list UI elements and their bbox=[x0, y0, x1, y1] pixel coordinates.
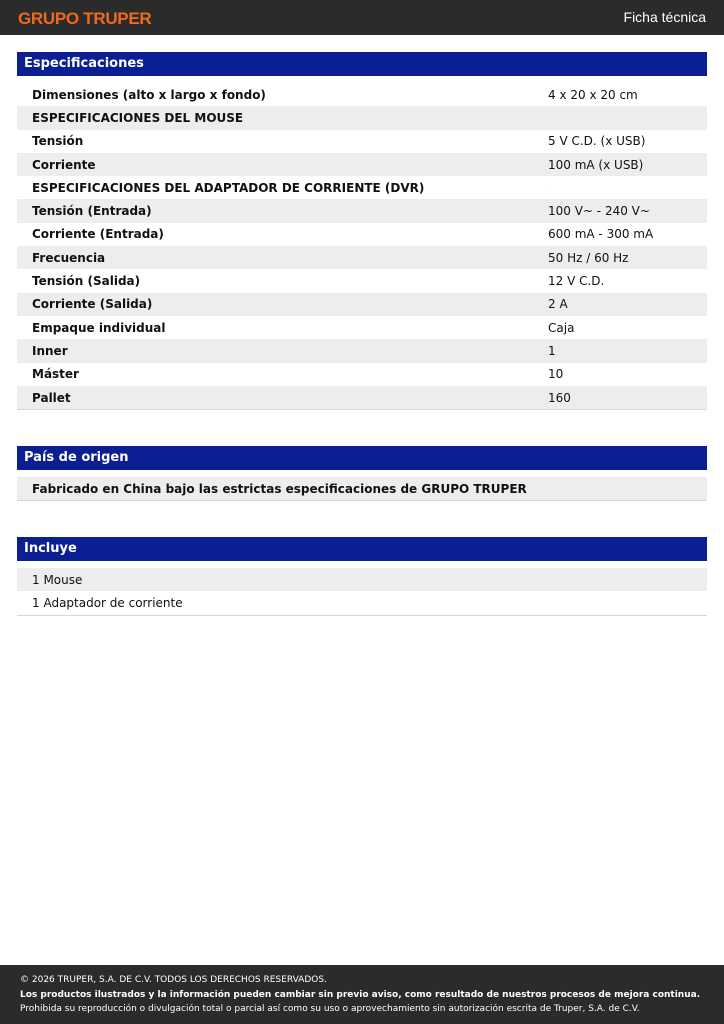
top-bar bbox=[0, 0, 724, 35]
specifications-section bbox=[17, 52, 707, 410]
truper-logo: GRUPO TRUPER bbox=[18, 9, 152, 28]
spec-value: Caja bbox=[548, 320, 575, 335]
spec-value: 50 Hz / 60 Hz bbox=[548, 250, 629, 265]
include-item: 1 Adaptador de corriente bbox=[32, 595, 183, 610]
origin-row bbox=[17, 477, 707, 500]
footer-prohibition: Prohibida su reproducción o divulgación total o parcial así como su uso o aprovechamiento sin autorización escrita de Truper, S.A. de C.V. bbox=[20, 1004, 640, 1014]
spec-label: Máster bbox=[32, 367, 79, 382]
spec-label: Inner bbox=[32, 343, 68, 358]
spec-row bbox=[17, 386, 707, 409]
spec-label: Frecuencia bbox=[32, 250, 106, 265]
spec-label: Tensión (Entrada) bbox=[32, 204, 152, 219]
spec-label: Pallet bbox=[32, 390, 71, 405]
spec-row bbox=[17, 130, 707, 153]
footer-notice: Los productos ilustrados y la información pueden cambiar sin previo aviso, como resultado de nuestros procesos de mejora continua. bbox=[20, 990, 701, 1000]
spec-row bbox=[17, 246, 707, 269]
origin-header: País de origen bbox=[17, 446, 707, 470]
spec-value: 5 V C.D. (x USB) bbox=[548, 134, 646, 149]
spec-value: 12 V C.D. bbox=[548, 274, 605, 289]
spec-row bbox=[17, 106, 707, 129]
footer-copyright: © 2026 TRUPER, S.A. DE C.V. TODOS LOS DERECHOS RESERVADOS. bbox=[20, 975, 327, 985]
spec-label: Dimensiones (alto x largo x fondo) bbox=[32, 87, 266, 102]
specifications-header: Especificaciones bbox=[17, 52, 707, 76]
footer bbox=[0, 965, 724, 1024]
spec-row bbox=[17, 339, 707, 362]
spec-value: 1 bbox=[548, 343, 556, 358]
origin-text: Fabricado en China bajo las estrictas especificaciones de GRUPO TRUPER bbox=[32, 481, 527, 496]
list-item bbox=[17, 568, 707, 591]
spec-value: 2 A bbox=[548, 297, 568, 312]
specifications-table bbox=[17, 83, 707, 410]
spec-label: Corriente bbox=[32, 157, 96, 172]
document-title: Ficha técnica bbox=[623, 9, 706, 25]
spec-row bbox=[17, 199, 707, 222]
spec-value: 4 x 20 x 20 cm bbox=[548, 87, 638, 102]
includes-section bbox=[17, 537, 707, 616]
spec-row bbox=[17, 363, 707, 386]
spec-label: Tensión (Salida) bbox=[32, 274, 141, 289]
includes-header: Incluye bbox=[17, 537, 707, 561]
list-item bbox=[17, 591, 707, 614]
spec-value: 100 V~ - 240 V~ bbox=[548, 204, 650, 219]
spec-row bbox=[17, 269, 707, 292]
spec-label: Empaque individual bbox=[32, 320, 166, 335]
spec-row bbox=[17, 153, 707, 176]
spec-row bbox=[17, 176, 707, 199]
spec-label: ESPECIFICACIONES DEL ADAPTADOR DE CORRIENTE (DVR) bbox=[32, 180, 425, 195]
spec-row bbox=[17, 83, 707, 106]
spec-value: 160 bbox=[548, 390, 571, 405]
origin-table bbox=[17, 477, 707, 501]
spec-row bbox=[17, 316, 707, 339]
spec-label: ESPECIFICACIONES DEL MOUSE bbox=[32, 110, 244, 125]
spec-row bbox=[17, 293, 707, 316]
spec-label: Corriente (Entrada) bbox=[32, 227, 164, 242]
includes-list bbox=[17, 568, 707, 616]
spec-value: 600 mA - 300 mA bbox=[548, 227, 654, 242]
spec-label: Corriente (Salida) bbox=[32, 297, 153, 312]
origin-section bbox=[17, 446, 707, 501]
include-item: 1 Mouse bbox=[32, 572, 83, 587]
spec-value: 100 mA (x USB) bbox=[548, 157, 644, 172]
spec-value: . bbox=[548, 183, 551, 193]
spec-label: Tensión bbox=[32, 134, 84, 149]
spec-row bbox=[17, 223, 707, 246]
spec-value: 10 bbox=[548, 367, 564, 382]
